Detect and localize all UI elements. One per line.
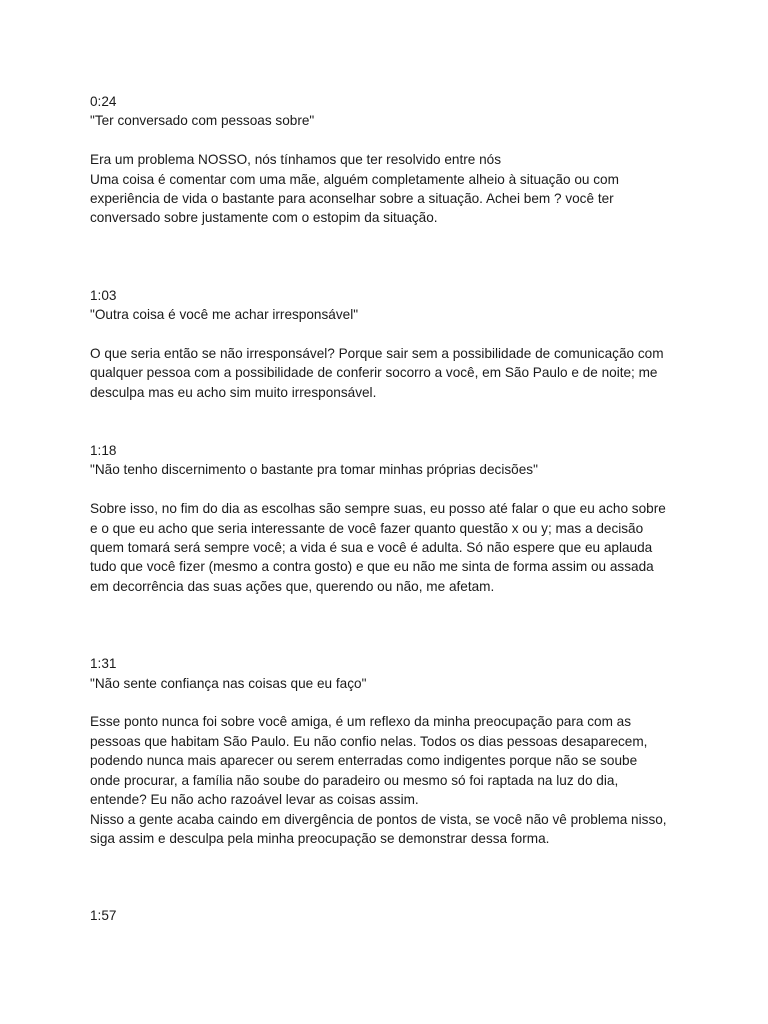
- paragraph-line: e o que eu acho que seria interessante de você fazer quanto questão x ou y; mas a decisão: [90, 520, 644, 536]
- quote: "Ter conversado com pessoas sobre": [90, 113, 315, 129]
- paragraph-line: onde procurar, a família não soube do paradeiro ou mesmo só foi raptada na luz do dia,: [90, 772, 619, 788]
- paragraph-line: entende? Eu não acho razoável levar as coisas assim.: [90, 792, 419, 808]
- document-page: [90, 92, 690, 926]
- paragraph-line: podendo nunca mais aparecer ou serem enterradas como indigentes porque não se soube: [90, 753, 638, 769]
- section-1-18: [90, 441, 690, 596]
- paragraph-line: desculpa mas eu acho sim muito irresponsável.: [90, 384, 377, 400]
- paragraph-line: conversado sobre justamente com o estopim da situação.: [90, 210, 438, 226]
- section-1-31: [90, 654, 690, 848]
- paragraph-line: tudo que você fizer (mesmo a contra gosto) e que eu não me sinta de forma assim ou assada: [90, 559, 654, 575]
- paragraph-line: Era um problema NOSSO, nós tínhamos que ter resolvido entre nós: [90, 152, 502, 168]
- section-0-24: [90, 92, 690, 228]
- paragraph-line: qualquer pessoa com a possibilidade de conferir socorro a você, em São Paulo e de noite; me: [90, 365, 658, 381]
- paragraph-line: quem tomará será sempre você; a vida é sua e você é adulta. Só não espere que eu aplauda: [90, 540, 653, 556]
- paragraph-line: Sobre isso, no fim do dia as escolhas são sempre suas, eu posso até falar o que eu acho sobre: [90, 501, 666, 517]
- paragraph-line: Uma coisa é comentar com uma mãe, alguém completamente alheio à situação ou com: [90, 171, 619, 187]
- paragraph-line: pessoas que habitam São Paulo. Eu não confio nelas. Todos os dias pessoas desaparecem,: [90, 733, 648, 749]
- timestamp: 1:57: [90, 908, 117, 924]
- paragraph-line: Esse ponto nunca foi sobre você amiga, é um reflexo da minha preocupação para com as: [90, 714, 632, 730]
- quote: "Outra coisa é você me achar irresponsável": [90, 307, 359, 323]
- section-1-03: [90, 286, 690, 402]
- timestamp: 1:31: [90, 656, 117, 672]
- paragraph-line: em decorrência das suas ações que, querendo ou não, me afetam.: [90, 578, 495, 594]
- timestamp: 1:03: [90, 287, 117, 303]
- timestamp: 1:18: [90, 443, 117, 459]
- paragraph-line: Nisso a gente acaba caindo em divergência de pontos de vista, se você não vê problema nisso,: [90, 811, 667, 827]
- paragraph-line: O que seria então se não irresponsável? Porque sair sem a possibilidade de comunicação com: [90, 346, 664, 362]
- section-1-57: [90, 906, 690, 925]
- paragraph-line: siga assim e desculpa pela minha preocupação se demonstrar dessa forma.: [90, 830, 550, 846]
- timestamp: 0:24: [90, 94, 117, 109]
- paragraph-line: experiência de vida o bastante para aconselhar sobre a situação. Achei bem ? você ter: [90, 191, 614, 207]
- quote: "Não tenho discernimento o bastante pra tomar minhas próprias decisões": [90, 462, 538, 478]
- quote: "Não sente confiança nas coisas que eu faço": [90, 675, 367, 691]
